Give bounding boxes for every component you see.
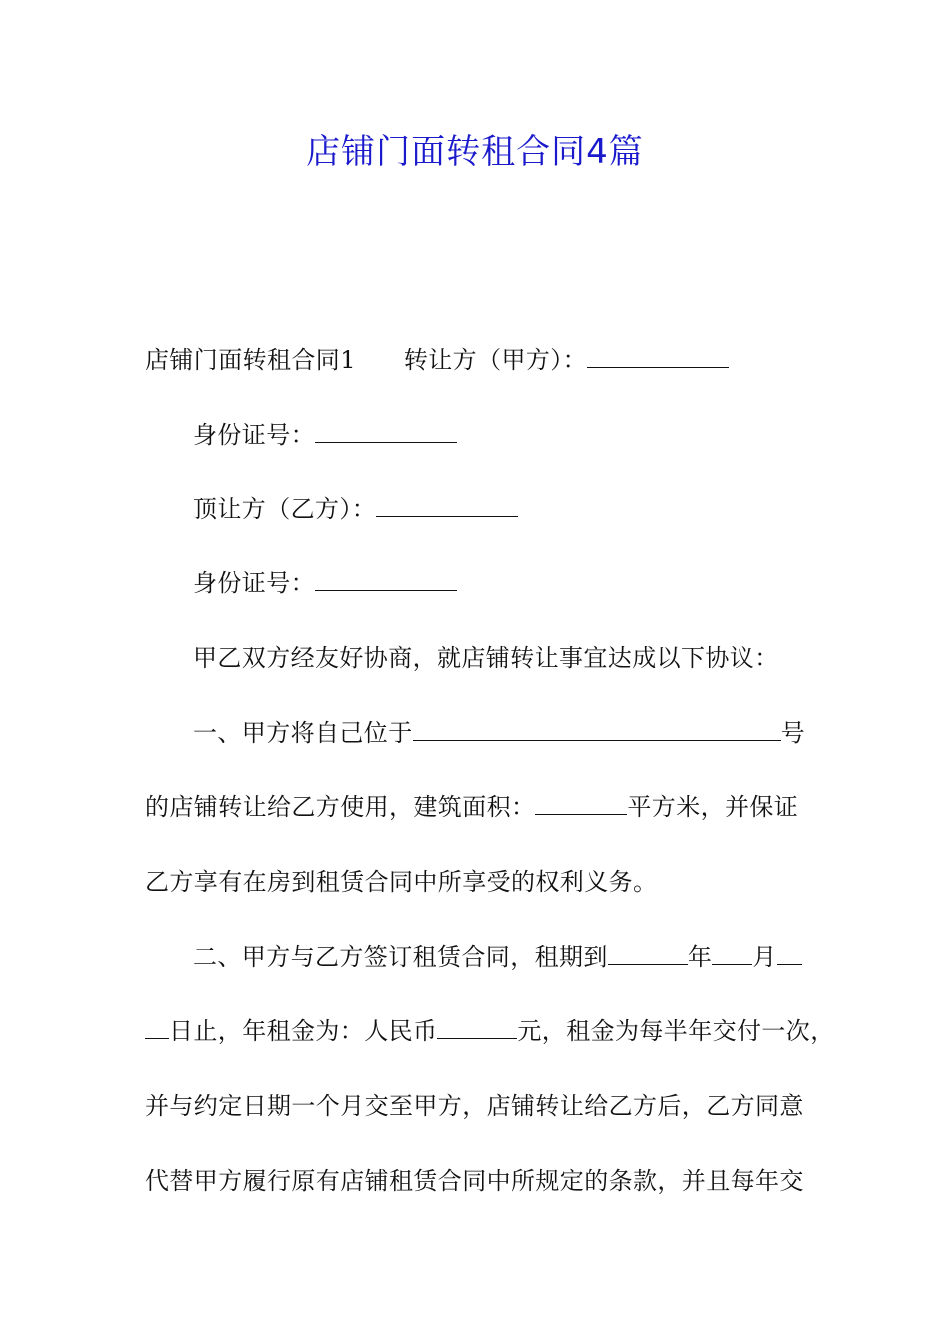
- id-number-label: 身份证号：: [193, 421, 315, 449]
- paragraph-line: [145, 789, 835, 825]
- transferor-label: 转让方（甲方）：: [403, 346, 588, 374]
- clause-2-rent-label: 日止，年租金为：人民币: [169, 1017, 438, 1045]
- transferee-blank: [376, 496, 518, 517]
- contract-heading: 店铺门面转租合同1: [145, 346, 356, 374]
- clause-1-area-label: 的店铺转让给乙方使用，建筑面积：: [145, 793, 536, 821]
- clause-2-start: 二、甲方与乙方签订租赁合同，租期到: [193, 943, 608, 971]
- paragraph-line: [145, 342, 835, 378]
- paragraph-line: [193, 640, 883, 676]
- document-title: 店铺门面转租合同4篇: [306, 132, 644, 172]
- day-blank: [777, 944, 802, 965]
- paragraph-line: [145, 1088, 835, 1124]
- month-label: 月: [752, 943, 777, 971]
- agreement-intro: 甲乙双方经友好协商，就店铺转让事宜达成以下协议：: [193, 644, 779, 672]
- clause-1-start: 一、甲方将自己位于: [193, 719, 413, 747]
- id-number-label: 身份证号：: [193, 569, 315, 597]
- transferor-blank: [587, 347, 729, 368]
- transferee-label: 顶让方（乙方）：: [193, 495, 377, 523]
- paragraph-line: [193, 939, 883, 975]
- paragraph-line: [193, 491, 883, 527]
- clause-1-end: 乙方享有在房到租赁合同中所享受的权利义务。: [145, 868, 658, 896]
- year-blank: [608, 944, 688, 965]
- paragraph-line: [145, 864, 835, 900]
- clause-1-number-suffix: 号: [780, 719, 806, 747]
- paragraph-line: [193, 417, 883, 453]
- clause-1-area-suffix: 平方米，并保证: [627, 793, 799, 821]
- paragraph-line: [193, 715, 883, 751]
- paragraph-line: [145, 1013, 835, 1049]
- rent-amount-blank: [437, 1018, 517, 1039]
- paragraph-line: [145, 1163, 835, 1199]
- clause-2-continued: 并与约定日期一个月交至甲方，店铺转让给乙方后，乙方同意: [145, 1092, 804, 1120]
- area-blank: [535, 794, 627, 815]
- id-number-blank: [315, 422, 457, 443]
- month-blank: [712, 944, 752, 965]
- clause-2-rent-suffix: 元，租金为每半年交付一次，: [517, 1017, 835, 1045]
- clause-2-continued: 代替甲方履行原有店铺租赁合同中所规定的条款，并且每年交: [145, 1167, 804, 1195]
- year-label: 年: [687, 943, 713, 971]
- paragraph-line: [193, 565, 883, 601]
- day-blank: [145, 1018, 169, 1039]
- id-number-blank: [315, 570, 457, 591]
- address-blank: [413, 720, 781, 741]
